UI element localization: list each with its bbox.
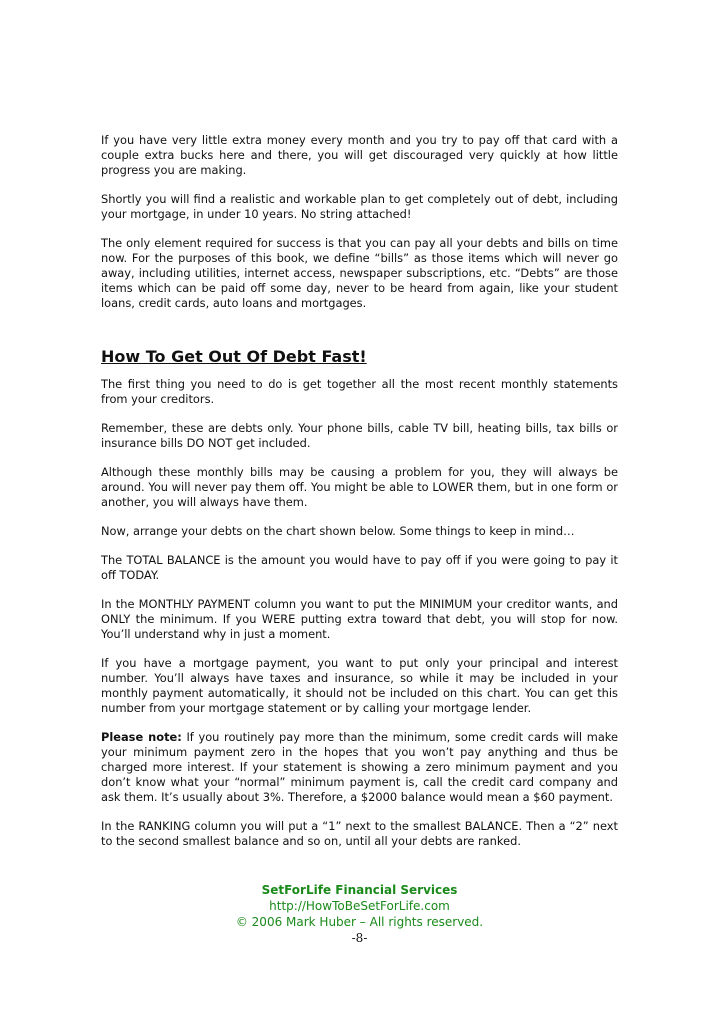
note-lead: Please note: [101,730,182,744]
footer-copyright: © 2006 Mark Huber – All rights reserved. [235,915,484,929]
section-paragraph-6: In the MONTHLY PAYMENT column you want to put the MINIMUM your creditor wants, and ONLY the minimum. If you WERE putting extra toward that debt, you will stop for now. You’ll understand why in just a moment. [101,597,618,641]
page-number: -8- [351,931,368,945]
section-paragraph-2: Remember, these are debts only. Your phone bills, cable TV bill, heating bills, tax bills or insurance bills DO NOT get included. [101,421,618,450]
section-paragraph-4: Now, arrange your debts on the chart shown below. Some things to keep in mind… [101,524,575,538]
intro-paragraph-1: If you have very little extra money every month and you try to pay off that card with a couple extra bucks here and there, you will get discouraged very quickly at how little progress you are making. [101,133,618,177]
note-text: If you routinely pay more than the minimum, some credit cards will make your minimum payment zero in the hopes that you won’t pay anything and thus be charged more interest. If your statement is showing a zero minimum payment and you don’t know what your “normal” minimum payment is, call the credit card company and ask them. It’s usually about 3%. Therefore, a $2000 balance would mean a $60 payment. [101,730,618,804]
intro-paragraph-2: Shortly you will find a realistic and workable plan to get completely out of debt, including your mortgage, in under 10 years. No string attached! [101,192,618,221]
footer-company: SetForLife Financial Services [261,883,458,897]
page-footer [101,882,618,946]
closing-paragraph: In the RANKING column you will put a “1” next to the smallest BALANCE. Then a “2” next to the second smallest balance and so on, until all your debts are ranked. [101,819,618,848]
note-paragraph [101,730,618,805]
document-body [101,133,618,863]
footer-url[interactable]: http://HowToBeSetForLife.com [269,899,450,913]
section-paragraph-3: Although these monthly bills may be causing a problem for you, they will always be around. You will never pay them off. You might be able to LOWER them, but in one form or another, you will always have them. [101,465,618,509]
section-paragraph-7: If you have a mortgage payment, you want to put only your principal and interest number. You’ll always have taxes and insurance, so while it may be included in your monthly payment automatically, it should not be included on this chart. You can get this number from your mortgage statement or by calling your mortgage lender. [101,656,618,715]
section-heading: How To Get Out Of Debt Fast! [101,347,367,366]
section-paragraph-1: The first thing you need to do is get together all the most recent monthly statements from your creditors. [101,377,618,406]
section-paragraph-5: The TOTAL BALANCE is the amount you would have to pay off if you were going to pay it off TODAY. [101,553,618,582]
intro-paragraph-3: The only element required for success is that you can pay all your debts and bills on time now. For the purposes of this book, we define “bills” as those items which will never go away, including utilities, internet access, newspaper subscriptions, etc. “Debts” are those items which can be paid off some day, never to be heard from again, like your student loans, credit cards, auto loans and mortgages. [101,236,618,310]
